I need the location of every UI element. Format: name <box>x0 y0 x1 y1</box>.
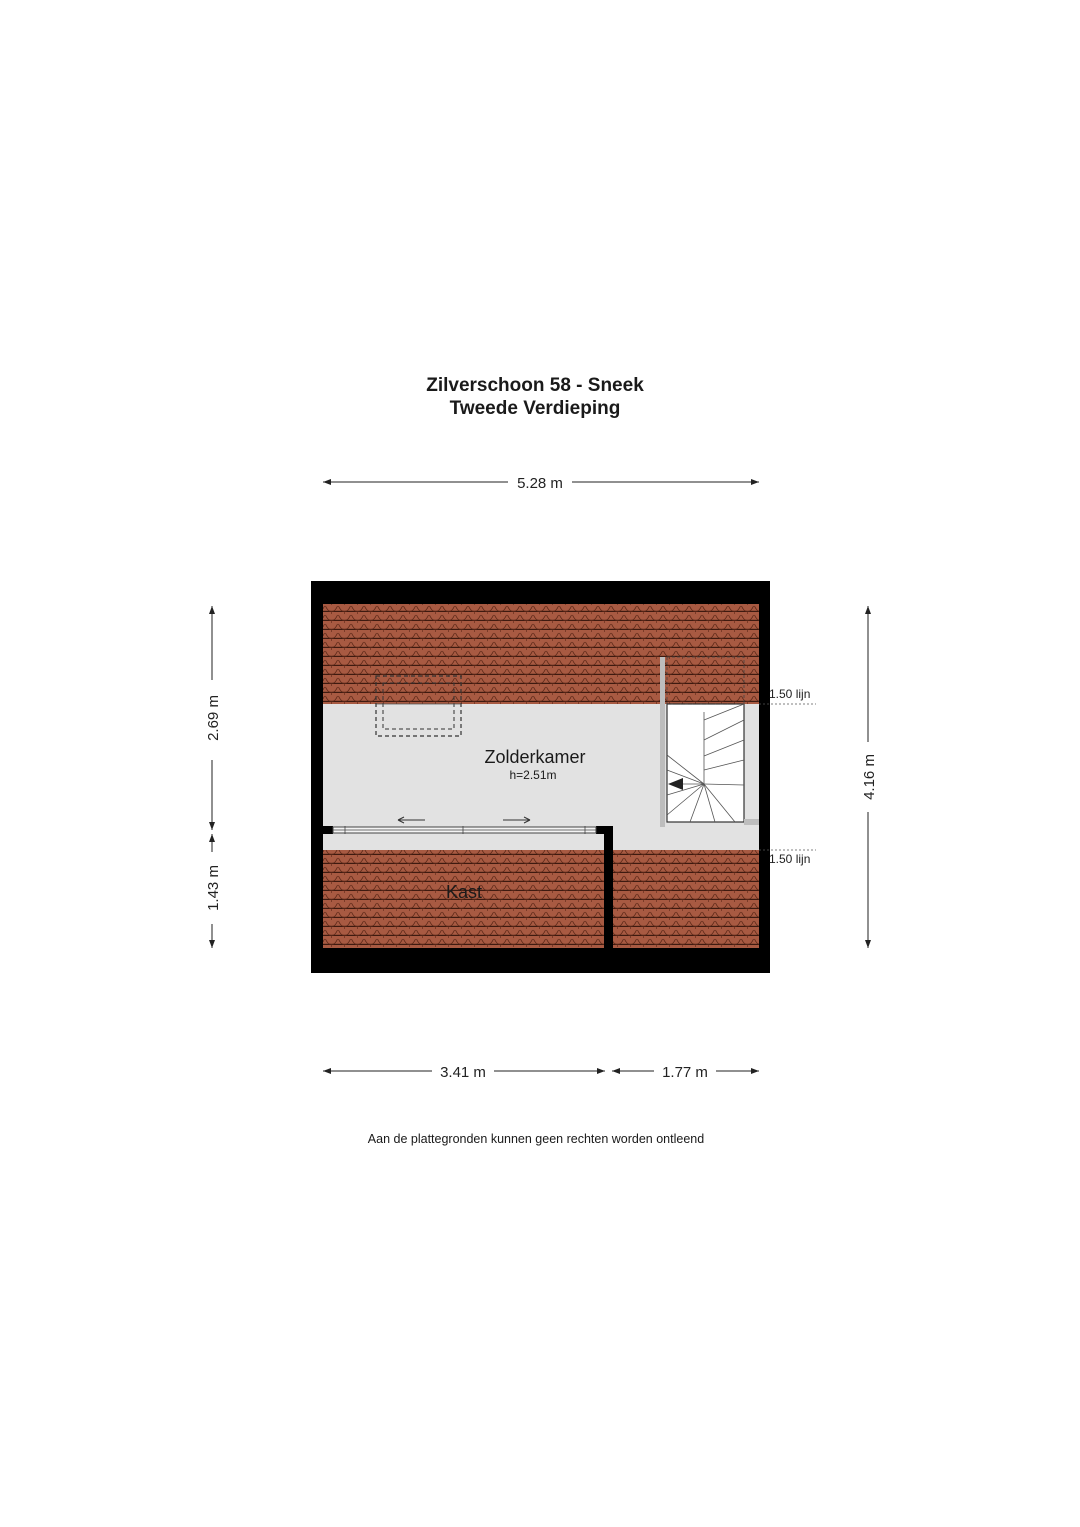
lijn-upper-label: 1.50 lijn <box>769 687 811 701</box>
kast-wall <box>604 826 613 950</box>
svg-text:1.77 m: 1.77 m <box>662 1064 708 1081</box>
kast-gap-floor <box>323 834 604 850</box>
svg-text:5.28 m: 5.28 m <box>517 475 563 492</box>
svg-text:3.41 m: 3.41 m <box>440 1064 486 1081</box>
svg-text:2.69 m: 2.69 m <box>205 695 222 741</box>
room-zolderkamer-label: Zolderkamer <box>484 747 586 767</box>
room-kast-label: Kast <box>445 882 483 902</box>
dimension-total-width <box>323 475 759 492</box>
dimension-left-lower <box>205 834 222 948</box>
svg-text:4.16 m: 4.16 m <box>861 754 878 800</box>
floor-name: Tweede Verdieping <box>449 398 621 419</box>
room-zolderkamer-height: h=2.51m <box>509 768 557 782</box>
plan-title: Zilverschoon 58 - Sneek <box>426 375 644 396</box>
dimension-bottom-left <box>323 1064 605 1081</box>
dimension-left-upper <box>205 606 222 830</box>
kast-wall <box>323 826 333 834</box>
disclaimer: Aan de plattegronden kunnen geen rechten worden ontleend <box>367 1132 705 1146</box>
dimension-bottom-right <box>612 1064 759 1081</box>
lijn-lower-label: 1.50 lijn <box>769 852 811 866</box>
dimension-right-total <box>861 606 878 948</box>
svg-text:1.43 m: 1.43 m <box>205 865 222 911</box>
